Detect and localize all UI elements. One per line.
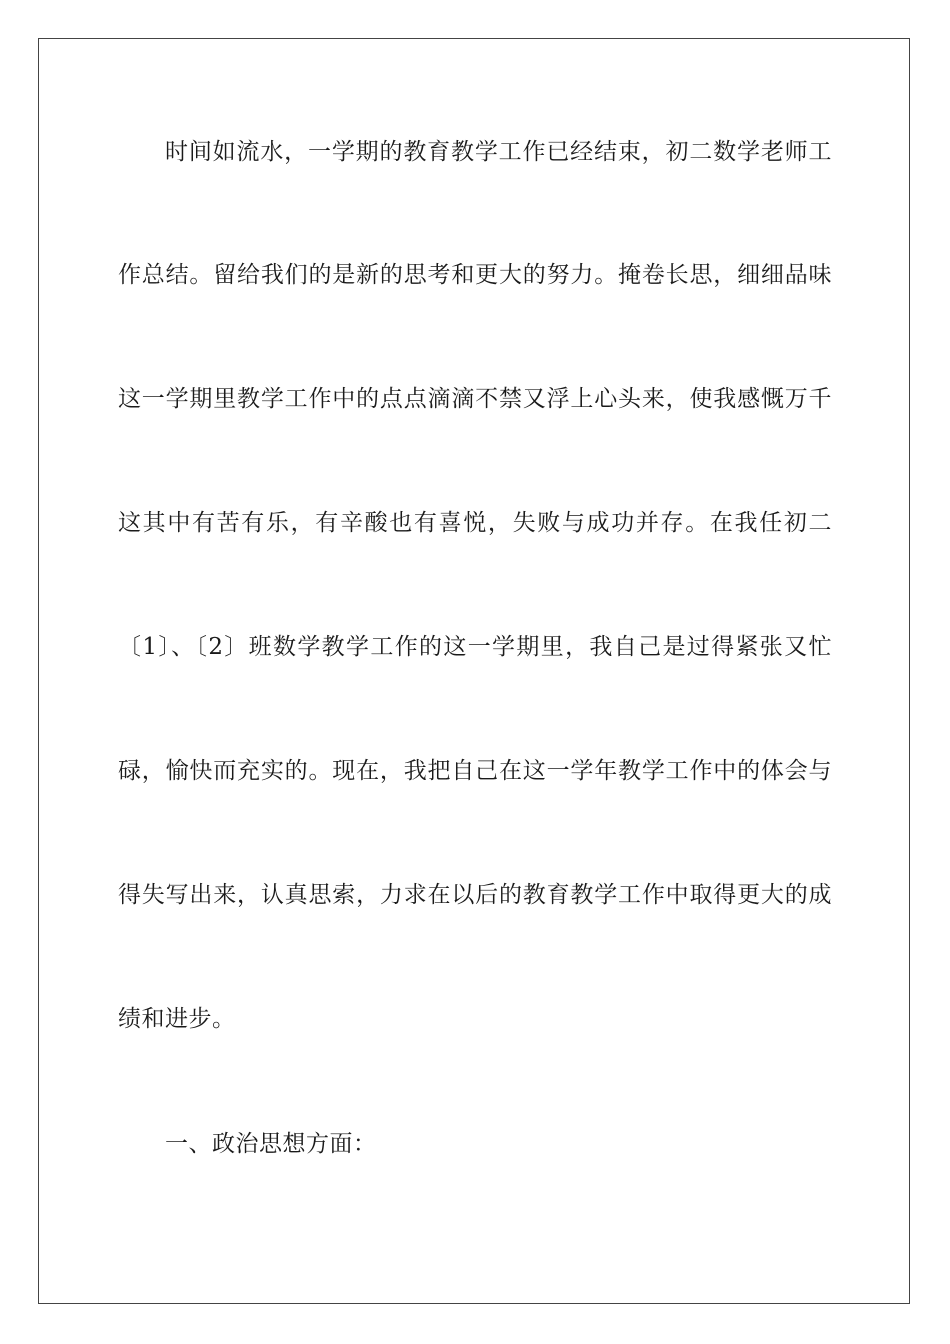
paragraph-line-3: 这一学期里教学工作中的点点滴滴不禁又浮上心头来，使我感慨万千 bbox=[118, 386, 832, 412]
section-heading: 一、政治思想方面： bbox=[165, 1131, 377, 1157]
paragraph-line-7: 得失写出来，认真思索，力求在以后的教育教学工作中取得更大的成 bbox=[118, 882, 832, 908]
paragraph-line-4: 这其中有苦有乐，有辛酸也有喜悦，失败与成功并存。在我任初二 bbox=[118, 510, 832, 536]
paragraph-line-1: 时间如流水，一学期的教育教学工作已经结束，初二数学老师工 bbox=[165, 139, 832, 165]
paragraph-line-2: 作总结。留给我们的是新的思考和更大的努力。掩卷长思，细细品味 bbox=[118, 262, 832, 288]
paragraph-line-6: 碌，愉快而充实的。现在，我把自己在这一学年教学工作中的体会与 bbox=[118, 758, 832, 784]
paragraph-line-5: 〔1〕、〔2〕班数学教学工作的这一学期里，我自己是过得紧张又忙 bbox=[118, 634, 832, 660]
page-frame bbox=[38, 38, 910, 1304]
paragraph-line-8: 绩和进步。 bbox=[118, 1006, 236, 1032]
